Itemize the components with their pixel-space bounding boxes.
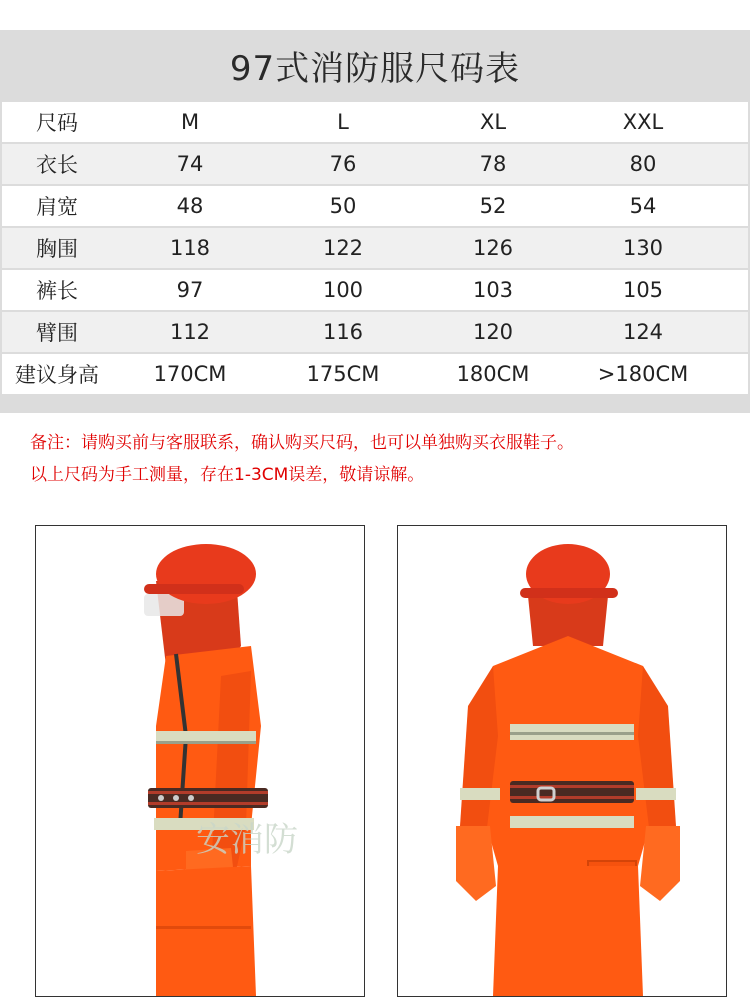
watermark: 安消防 <box>196 820 298 860</box>
table-row <box>2 270 748 310</box>
table-row <box>2 144 748 184</box>
table-row <box>2 228 748 268</box>
table-cell: 48 <box>176 194 204 218</box>
firefighter-back-illustration <box>398 526 726 996</box>
row-label: 裤长 <box>36 279 78 303</box>
table-cell: 122 <box>322 236 364 260</box>
row-label: 臂围 <box>36 321 78 345</box>
photo-side-view <box>35 525 365 997</box>
table-cell: 52 <box>479 194 507 218</box>
header-cell: 尺码 <box>36 111 78 135</box>
table-cell: 118 <box>169 236 211 260</box>
table-row <box>2 312 748 352</box>
table-cell: 105 <box>622 278 664 302</box>
photo-back-view <box>397 525 727 997</box>
table-cell: 97 <box>176 278 204 302</box>
table-cell: 120 <box>472 320 514 344</box>
note-line-2: 以上尺码为手工测量，存在1-3CM误差，敬请谅解。 <box>30 465 425 485</box>
table-cell: 180CM <box>456 362 530 386</box>
table-title: 97式消防服尺码表 <box>229 48 521 89</box>
table-cell: 100 <box>322 278 364 302</box>
table-cell: 54 <box>629 194 657 218</box>
table-cell: 112 <box>169 320 211 344</box>
size-table <box>0 30 750 413</box>
table-cell: 116 <box>322 320 364 344</box>
table-cell: 74 <box>176 152 204 176</box>
table-cell: 126 <box>472 236 514 260</box>
row-label: 衣长 <box>36 153 78 177</box>
table-cell: 124 <box>622 320 664 344</box>
header-cell: XL <box>479 110 507 134</box>
table-cell: 50 <box>329 194 357 218</box>
table-header-row <box>2 102 748 142</box>
table-cell: 175CM <box>306 362 380 386</box>
table-cell: 80 <box>629 152 657 176</box>
note-line-1: 备注：请购买前与客服联系，确认购买尺码，也可以单独购买衣服鞋子。 <box>30 433 574 453</box>
table-cell: 170CM <box>153 362 227 386</box>
row-label: 胸围 <box>36 237 78 261</box>
header-cell: L <box>337 110 349 134</box>
table-row <box>2 354 748 394</box>
header-cell: XXL <box>622 110 664 134</box>
table-cell: 103 <box>472 278 514 302</box>
row-label: 肩宽 <box>36 195 78 219</box>
table-cell: 130 <box>622 236 664 260</box>
table-cell: 78 <box>479 152 507 176</box>
table-cell: >180CM <box>597 362 689 386</box>
header-cell: M <box>180 110 200 134</box>
row-label: 建议身高 <box>15 363 99 387</box>
firefighter-side-illustration <box>36 526 364 996</box>
table-cell: 76 <box>329 152 357 176</box>
table-row <box>2 186 748 226</box>
